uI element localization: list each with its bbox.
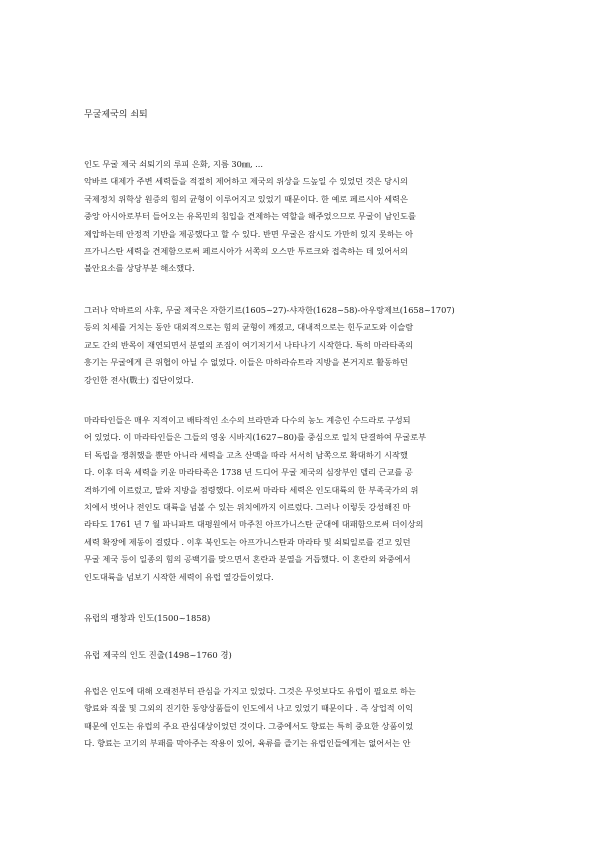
text-line: 무굴 제국 등이 일종의 힘의 공백기를 맞으면서 혼란과 분열을 거듭했다. 이 혼란의 와중에서 [84, 554, 411, 565]
text-line: 인도 무굴 제국 쇠퇴기의 루피 은화, 지름 30㎜, ... [84, 159, 263, 169]
text-line: 세력 확장에 제동이 걸렸다 . 이후 북인도는 아프가니스탄과 마라타 및 쇠퇴일로를 걷고 있던 [84, 536, 411, 547]
text-line: 불안요소를 상당부분 해소했다. [84, 263, 195, 274]
section-heading: 유럽의 팽창과 인도(1500~1858) [84, 613, 211, 623]
paragraph-2 [84, 302, 514, 389]
text-line: 제압하는데 안정적 기반을 제공했다고 할 수 있다. 반면 무굴은 잠시도 가만히 있지 못하는 아 [84, 228, 414, 239]
text-line: 그러나 악바르의 사후, 무굴 제국은 자한기르(1605~27)-샤자한(1628~58)-아우랑제브(1658~1707) [84, 305, 455, 315]
text-line: 때문에 인도는 유럽의 주요 관심대상이었던 것이다. 그중에서도 향료는 특히 중요한 상품이었 [84, 720, 414, 731]
subsection-heading: 유럽 제국의 인도 진출(1498~1760 경) [84, 650, 232, 660]
text-line: 인도대륙을 넘보기 시작한 세력이 유럽 열강들이었다. [84, 571, 274, 582]
text-line: 프가니스탄 세력을 견제함으로써 페르시아가 서쪽의 오스만 투르크와 접촉하는 데 있어서의 [84, 246, 408, 257]
text-line: 유럽은 인도에 대해 오래전부터 관심을 가지고 있었다. 그것은 무엇보다도 유럽이 필요로 하는 [84, 686, 416, 696]
paragraph-4 [84, 683, 514, 753]
text-line: 터 독립을 쟁취했을 뿐만 아니라 세력을 고츠 산맥을 따라 서서히 남쪽으로 확대하기 시작했 [84, 449, 408, 460]
document-title: 무굴제국의 쇠퇴 [84, 110, 148, 120]
text-line: 향료와 직물 및 그외의 진기한 동양상품들이 인도에서 나고 있었기 때문이다 . 즉 상업적 이익 [84, 703, 414, 714]
text-line: 어 있었다. 이 마라타인들은 그들의 영웅 시바지(1627~80)를 중심으로 일치 단결하여 무굴로부 [84, 432, 427, 443]
text-line: 강인한 전사(戰士) 집단이었다. [84, 374, 194, 385]
text-line: 흥기는 무굴에게 큰 위협이 아닐 수 없었다. 이들은 마하라슈트라 지방을 본거지로 활동하던 [84, 357, 408, 368]
text-line: 악바르 대제가 주변 세력들을 적절히 제어하고 제국의 위상을 드높일 수 있었던 것은 당시의 [84, 176, 408, 187]
text-line: 다. 이후 더욱 세력을 키운 마라타족은 1738 년 드디어 무굴 제국의 심장부인 델리 근교를 공 [84, 467, 413, 478]
text-line: 격하기에 이르렀고, 말와 지방을 점령했다. 이로써 마라타 세력은 인도대륙의 한 부족국가의 위 [84, 484, 419, 495]
text-line: 국제정치 위학상 원증의 힘의 균형이 이루어지고 있었기 때문이다. 한 예로 페르시아 세력은 [84, 193, 408, 204]
text-line: 다. 향료는 고기의 부패를 막아주는 작용이 있어, 육류를 즐기는 유럽인들에게는 없어서는 안 [84, 738, 411, 749]
text-line: 등의 치세를 거치는 동안 대외적으로는 힘의 균형이 깨졌고, 대내적으로는 힌두교도와 이슬람 [84, 322, 414, 333]
text-line: 중앙 아시아로부터 들어오는 유목민의 침입을 견제하는 역할을 해주었으므로 무굴이 남인도를 [84, 211, 416, 222]
text-line: 교도 간의 반목이 재연되면서 분열의 조짐이 여기저기서 나타나기 시작한다. 특히 마라타족의 [84, 339, 414, 350]
text-line: 라타도 1761 년 7 월 파니파트 대평원에서 마주친 아프가니스탄 군대에 대패함으로써 더이상의 [84, 519, 424, 530]
text-line: 마라타인들은 매우 지적이고 배타적인 소수의 브라만과 다수의 농노 계층인 수드라로 구성되 [84, 415, 411, 425]
paragraph-1 [84, 156, 514, 278]
text-line: 치에서 벗어나 전인도 대륙을 넘볼 수 있는 위치에까지 이르렀다. 그러나 이렇듯 강성해진 마 [84, 502, 411, 513]
paragraph-3 [84, 412, 514, 586]
